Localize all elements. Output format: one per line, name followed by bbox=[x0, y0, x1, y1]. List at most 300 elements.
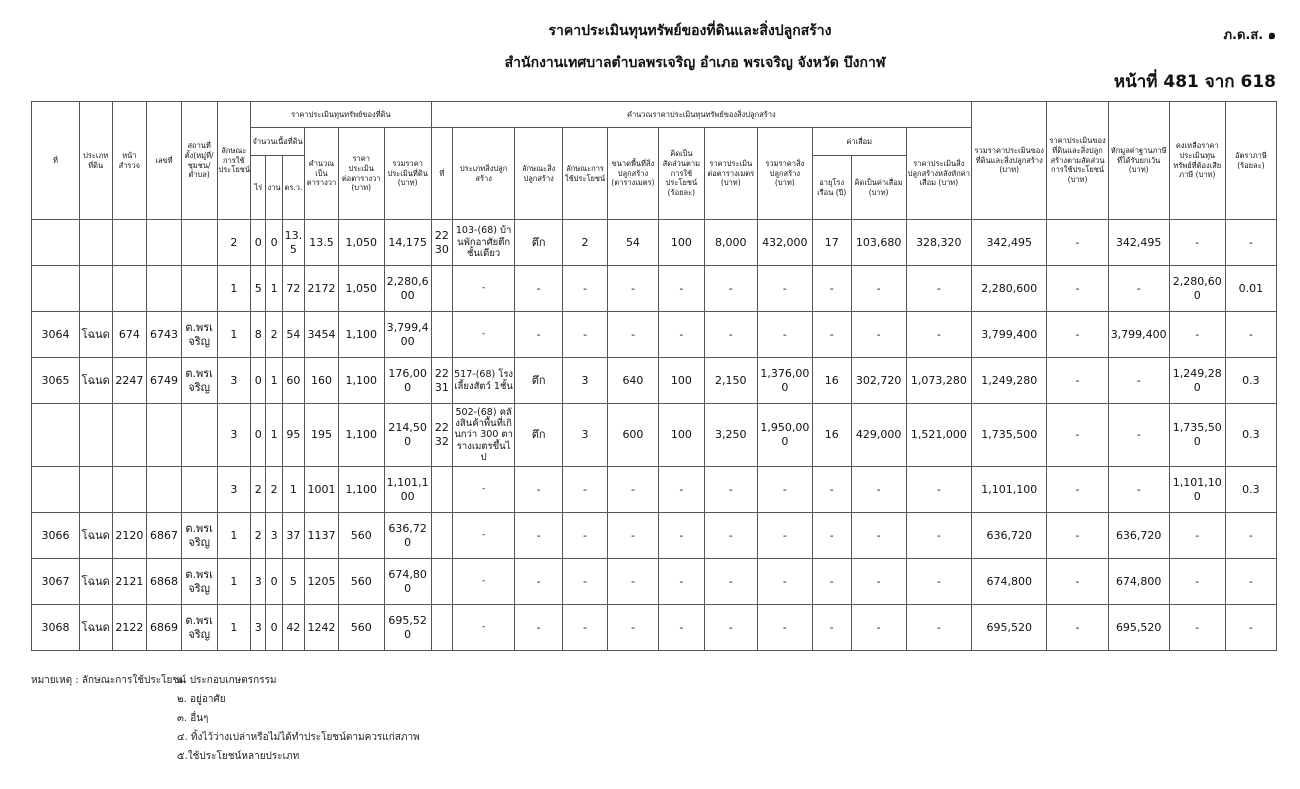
cell-bld-area: - bbox=[607, 266, 658, 312]
cell-rate: 0.01 bbox=[1225, 266, 1276, 312]
cell-rate: - bbox=[1225, 220, 1276, 266]
cell-no: 3067 bbox=[32, 559, 80, 605]
cell-bld-total: 1,950,000 bbox=[757, 404, 812, 467]
col-deduction: หักมูลค่าฐานภาษีที่ได้รับยกเว้น (บาท) bbox=[1108, 102, 1169, 220]
cell-bld-price-sqm: - bbox=[704, 559, 757, 605]
cell-dep-age: - bbox=[812, 513, 851, 559]
col-dep-age: อายุโรงเรือน (ปี) bbox=[812, 156, 851, 220]
cell-bld-type: 103-(68) บ้านพักอาศัยตึกชั้นเดียว bbox=[453, 220, 515, 266]
cell-bld-no: 22 32 bbox=[431, 404, 452, 467]
cell-bld-total: - bbox=[757, 605, 812, 651]
cell-ratio-value: - bbox=[1047, 220, 1108, 266]
col-bld-total: รวมราคาสิ่งปลูกสร้าง (บาท) bbox=[757, 128, 812, 220]
note-item: ๒. อยู่อาศัย bbox=[177, 694, 226, 705]
cell-no bbox=[32, 220, 80, 266]
cell-land-total: 2,280,600 bbox=[384, 266, 431, 312]
cell-bld-price-sqm: 3,250 bbox=[704, 404, 757, 467]
cell-bld-area: - bbox=[607, 312, 658, 358]
cell-deduction: 636,720 bbox=[1108, 513, 1169, 559]
cell-ngan: 0 bbox=[266, 605, 282, 651]
col-ratio-value: ราคาประเมินของที่ดินและสิ่งปลูกสร้างตามสัดส่วนการใช้ประโยชน์ (บาท) bbox=[1047, 102, 1108, 220]
cell-ngan: 1 bbox=[266, 266, 282, 312]
cell-ratio-value: - bbox=[1047, 605, 1108, 651]
cell-bld-area: - bbox=[607, 559, 658, 605]
cell-wa: 5 bbox=[282, 559, 304, 605]
col-usage: ลักษณะการใช้ประโยชน์ bbox=[217, 102, 251, 220]
table-row bbox=[32, 312, 1277, 358]
cell-bld-after-dep: - bbox=[906, 467, 971, 513]
cell-bld-total: - bbox=[757, 266, 812, 312]
cell-bld-no: 22 30 bbox=[431, 220, 452, 266]
cell-location: ต.พรเจริญ bbox=[181, 513, 217, 559]
cell-bld-no: 22 31 bbox=[431, 358, 452, 404]
cell-rai: 2 bbox=[251, 513, 266, 559]
cell-dep-age: - bbox=[812, 467, 851, 513]
col-land-type: ประเภทที่ดิน bbox=[79, 102, 112, 220]
cell-wa: 95 bbox=[282, 404, 304, 467]
cell-usage: 1 bbox=[217, 559, 251, 605]
cell-bld-area: - bbox=[607, 605, 658, 651]
cell-land-total: 214,500 bbox=[384, 404, 431, 467]
table-body bbox=[32, 220, 1277, 651]
col-group-depreciation: ค่าเสื่อม bbox=[812, 128, 906, 156]
cell-grand-total: 342,495 bbox=[972, 220, 1047, 266]
cell-bld-price-sqm: 2,150 bbox=[704, 358, 757, 404]
cell-taxable: - bbox=[1169, 559, 1225, 605]
cell-taxable: 1,101,100 bbox=[1169, 467, 1225, 513]
cell-rate: 0.3 bbox=[1225, 358, 1276, 404]
col-ngan: งาน bbox=[266, 156, 282, 220]
note-item: ๓. อื่นๆ bbox=[177, 713, 209, 724]
cell-bld-total: - bbox=[757, 559, 812, 605]
cell-usage: 1 bbox=[217, 513, 251, 559]
cell-bld-usage: 2 bbox=[563, 220, 608, 266]
cell-land-total: 636,720 bbox=[384, 513, 431, 559]
cell-price-per-wa: 560 bbox=[338, 559, 384, 605]
cell-price-per-wa: 1,100 bbox=[338, 467, 384, 513]
cell-wa: 54 bbox=[282, 312, 304, 358]
cell-deduction: 3,799,400 bbox=[1108, 312, 1169, 358]
col-bld-pct: คิดเป็นสัดส่วนตามการใช้ประโยชน์ (ร้อยละ) bbox=[658, 128, 704, 220]
cell-bld-type: - bbox=[453, 559, 515, 605]
cell-taxable: 1,249,280 bbox=[1169, 358, 1225, 404]
col-bld-price-sqm: ราคาประเมินต่อตารางเมตร (บาท) bbox=[704, 128, 757, 220]
table-row bbox=[32, 220, 1277, 266]
cell-bld-price-sqm: - bbox=[704, 467, 757, 513]
cell-number bbox=[147, 467, 182, 513]
cell-bld-usage: - bbox=[563, 513, 608, 559]
col-bld-after-dep: ราคาประเมินสิ่งปลูกสร้างหลังหักค่าเสื่อม (บาท) bbox=[906, 128, 971, 220]
cell-dep-age: - bbox=[812, 559, 851, 605]
cell-rate: - bbox=[1225, 312, 1276, 358]
cell-grand-total: 674,800 bbox=[972, 559, 1047, 605]
cell-bld-after-dep: 1,521,000 bbox=[906, 404, 971, 467]
cell-land-type bbox=[79, 467, 112, 513]
cell-survey-page bbox=[112, 220, 147, 266]
cell-number bbox=[147, 220, 182, 266]
cell-location bbox=[181, 266, 217, 312]
cell-bld-type: - bbox=[453, 467, 515, 513]
cell-deduction: 342,495 bbox=[1108, 220, 1169, 266]
col-bld-area: ขนาดพื้นที่สิ่งปลูกสร้าง (ตารางเมตร) bbox=[607, 128, 658, 220]
cell-price-per-wa: 1,100 bbox=[338, 358, 384, 404]
cell-ngan: 1 bbox=[266, 404, 282, 467]
cell-dep-amount: - bbox=[851, 266, 906, 312]
cell-dep-amount: - bbox=[851, 513, 906, 559]
col-survey-page: หน้าสำรวจ bbox=[112, 102, 147, 220]
cell-bld-area: 54 bbox=[607, 220, 658, 266]
table-row bbox=[32, 266, 1277, 312]
cell-bld-pct: 100 bbox=[658, 404, 704, 467]
cell-bld-no bbox=[431, 312, 452, 358]
cell-dep-age: 16 bbox=[812, 358, 851, 404]
form-code: ภ.ด.ส. ๑ bbox=[1223, 28, 1276, 43]
cell-bld-pct: - bbox=[658, 467, 704, 513]
cell-survey-page bbox=[112, 266, 147, 312]
cell-number: 6743 bbox=[147, 312, 182, 358]
cell-wa: 1 bbox=[282, 467, 304, 513]
cell-bld-usage: - bbox=[563, 266, 608, 312]
cell-land-total: 3,799,400 bbox=[384, 312, 431, 358]
cell-location: ต.พรเจริญ bbox=[181, 605, 217, 651]
cell-sqwa-total: 2172 bbox=[305, 266, 339, 312]
cell-sqwa-total: 1137 bbox=[305, 513, 339, 559]
cell-bld-no bbox=[431, 266, 452, 312]
cell-land-total: 14,175 bbox=[384, 220, 431, 266]
cell-grand-total: 1,249,280 bbox=[972, 358, 1047, 404]
cell-bld-after-dep: - bbox=[906, 513, 971, 559]
table-row bbox=[32, 358, 1277, 404]
cell-bld-pct: - bbox=[658, 605, 704, 651]
cell-bld-total: - bbox=[757, 312, 812, 358]
cell-price-per-wa: 1,050 bbox=[338, 266, 384, 312]
cell-rate: 0.3 bbox=[1225, 404, 1276, 467]
col-bld-type: ประเภทสิ่งปลูกสร้าง bbox=[453, 128, 515, 220]
cell-bld-kind: - bbox=[515, 605, 563, 651]
cell-survey-page: 2121 bbox=[112, 559, 147, 605]
cell-taxable: 2,280,600 bbox=[1169, 266, 1225, 312]
cell-rate: - bbox=[1225, 559, 1276, 605]
cell-dep-amount: 103,680 bbox=[851, 220, 906, 266]
cell-location: ต.พรเจริญ bbox=[181, 358, 217, 404]
cell-ngan: 0 bbox=[266, 559, 282, 605]
cell-sqwa-total: 160 bbox=[305, 358, 339, 404]
cell-land-type bbox=[79, 266, 112, 312]
cell-bld-usage: - bbox=[563, 605, 608, 651]
cell-taxable: 1,735,500 bbox=[1169, 404, 1225, 467]
col-price-per-wa: ราคาประเมินต่อตารางวา (บาท) bbox=[338, 128, 384, 220]
usage-notes bbox=[31, 673, 420, 768]
cell-number: 6749 bbox=[147, 358, 182, 404]
cell-location bbox=[181, 220, 217, 266]
cell-number: 6869 bbox=[147, 605, 182, 651]
cell-bld-kind: - bbox=[515, 312, 563, 358]
cell-dep-amount: - bbox=[851, 467, 906, 513]
cell-bld-usage: - bbox=[563, 559, 608, 605]
cell-bld-usage: 3 bbox=[563, 358, 608, 404]
cell-grand-total: 695,520 bbox=[972, 605, 1047, 651]
cell-no: 3068 bbox=[32, 605, 80, 651]
cell-location bbox=[181, 467, 217, 513]
cell-number: 6867 bbox=[147, 513, 182, 559]
cell-rai: 0 bbox=[251, 220, 266, 266]
cell-bld-pct: 100 bbox=[658, 358, 704, 404]
cell-land-type: โฉนด bbox=[79, 559, 112, 605]
cell-bld-kind: - bbox=[515, 266, 563, 312]
cell-rai: 5 bbox=[251, 266, 266, 312]
cell-number: 6868 bbox=[147, 559, 182, 605]
cell-rai: 3 bbox=[251, 605, 266, 651]
cell-survey-page: 674 bbox=[112, 312, 147, 358]
cell-no: 3065 bbox=[32, 358, 80, 404]
cell-bld-price-sqm: - bbox=[704, 266, 757, 312]
cell-bld-kind: ตึก bbox=[515, 404, 563, 467]
cell-grand-total: 3,799,400 bbox=[972, 312, 1047, 358]
cell-grand-total: 636,720 bbox=[972, 513, 1047, 559]
cell-dep-age: 17 bbox=[812, 220, 851, 266]
cell-dep-amount: 429,000 bbox=[851, 404, 906, 467]
cell-sqwa-total: 3454 bbox=[305, 312, 339, 358]
cell-land-type: โฉนด bbox=[79, 312, 112, 358]
cell-land-type bbox=[79, 404, 112, 467]
cell-rai: 8 bbox=[251, 312, 266, 358]
cell-grand-total: 1,735,500 bbox=[972, 404, 1047, 467]
cell-ngan: 0 bbox=[266, 220, 282, 266]
cell-bld-type: 517-(68) โรงเลี้ยงสัตว์ 1ชั้น bbox=[453, 358, 515, 404]
cell-rate: - bbox=[1225, 605, 1276, 651]
cell-survey-page: 2247 bbox=[112, 358, 147, 404]
cell-bld-price-sqm: - bbox=[704, 312, 757, 358]
cell-bld-kind: ตึก bbox=[515, 220, 563, 266]
cell-ngan: 2 bbox=[266, 467, 282, 513]
cell-ratio-value: - bbox=[1047, 358, 1108, 404]
cell-ratio-value: - bbox=[1047, 404, 1108, 467]
cell-ngan: 3 bbox=[266, 513, 282, 559]
cell-bld-type: - bbox=[453, 605, 515, 651]
col-no: ที่ bbox=[32, 102, 80, 220]
cell-bld-total: 432,000 bbox=[757, 220, 812, 266]
cell-bld-price-sqm: - bbox=[704, 513, 757, 559]
note-item: ๔. ทิ้งไว้ว่างเปล่าหรือไม่ได้ทำประโยชน์ตามควรแก่สภาพ bbox=[177, 732, 420, 743]
cell-bld-usage: - bbox=[563, 312, 608, 358]
cell-ratio-value: - bbox=[1047, 513, 1108, 559]
cell-taxable: - bbox=[1169, 513, 1225, 559]
cell-usage: 1 bbox=[217, 605, 251, 651]
cell-wa: 60 bbox=[282, 358, 304, 404]
cell-usage: 1 bbox=[217, 312, 251, 358]
cell-bld-area: 640 bbox=[607, 358, 658, 404]
notes-label: หมายเหตุ : ลักษณะการใช้ประโยชน์ bbox=[31, 675, 186, 686]
cell-dep-age: - bbox=[812, 266, 851, 312]
cell-usage: 2 bbox=[217, 220, 251, 266]
cell-sqwa-total: 1001 bbox=[305, 467, 339, 513]
table-row bbox=[32, 605, 1277, 651]
cell-deduction: - bbox=[1108, 467, 1169, 513]
cell-bld-type: - bbox=[453, 266, 515, 312]
cell-bld-usage: - bbox=[563, 467, 608, 513]
cell-number bbox=[147, 404, 182, 467]
assessment-table bbox=[31, 101, 1277, 651]
col-dep-amount: คิดเป็นค่าเสื่อม (บาท) bbox=[851, 156, 906, 220]
cell-land-total: 176,000 bbox=[384, 358, 431, 404]
cell-deduction: 695,520 bbox=[1108, 605, 1169, 651]
cell-bld-no bbox=[431, 559, 452, 605]
cell-bld-pct: - bbox=[658, 513, 704, 559]
cell-rai: 3 bbox=[251, 559, 266, 605]
cell-bld-no bbox=[431, 467, 452, 513]
cell-sqwa-total: 1242 bbox=[305, 605, 339, 651]
cell-no bbox=[32, 467, 80, 513]
cell-dep-age: 16 bbox=[812, 404, 851, 467]
col-bld-usage: ลักษณะการใช้ประโยชน์ bbox=[563, 128, 608, 220]
cell-rate: 0.3 bbox=[1225, 467, 1276, 513]
cell-bld-kind: - bbox=[515, 513, 563, 559]
office-subtitle: สำนักงานเทศบาลตำบลพรเจริญ อำเภอ พรเจริญ จังหวัด บึงกาฬ bbox=[504, 55, 886, 71]
cell-bld-no bbox=[431, 605, 452, 651]
cell-ratio-value: - bbox=[1047, 467, 1108, 513]
cell-deduction: 674,800 bbox=[1108, 559, 1169, 605]
cell-bld-price-sqm: - bbox=[704, 605, 757, 651]
cell-no bbox=[32, 404, 80, 467]
note-item: ๑. ประกอบเกษตรกรรม bbox=[177, 675, 277, 686]
cell-no: 3066 bbox=[32, 513, 80, 559]
cell-bld-type: - bbox=[453, 513, 515, 559]
cell-bld-after-dep: 328,320 bbox=[906, 220, 971, 266]
cell-ngan: 2 bbox=[266, 312, 282, 358]
col-group-land: ราคาประเมินทุนทรัพย์ของที่ดิน bbox=[251, 102, 431, 128]
cell-ratio-value: - bbox=[1047, 559, 1108, 605]
cell-rate: - bbox=[1225, 513, 1276, 559]
cell-number bbox=[147, 266, 182, 312]
cell-land-total: 1,101,100 bbox=[384, 467, 431, 513]
cell-ratio-value: - bbox=[1047, 312, 1108, 358]
cell-bld-price-sqm: 8,000 bbox=[704, 220, 757, 266]
cell-no bbox=[32, 266, 80, 312]
cell-bld-usage: 3 bbox=[563, 404, 608, 467]
cell-bld-no bbox=[431, 513, 452, 559]
cell-dep-age: - bbox=[812, 312, 851, 358]
document-title: ราคาประเมินทุนทรัพย์ของที่ดินและสิ่งปลูกสร้าง bbox=[548, 23, 832, 39]
cell-bld-type: - bbox=[453, 312, 515, 358]
cell-dep-amount: - bbox=[851, 312, 906, 358]
cell-bld-after-dep: - bbox=[906, 605, 971, 651]
cell-taxable: - bbox=[1169, 220, 1225, 266]
cell-bld-after-dep: 1,073,280 bbox=[906, 358, 971, 404]
cell-grand-total: 2,280,600 bbox=[972, 266, 1047, 312]
cell-land-type: โฉนด bbox=[79, 513, 112, 559]
cell-bld-kind: - bbox=[515, 559, 563, 605]
cell-bld-kind: ตึก bbox=[515, 358, 563, 404]
col-number: เลขที่ bbox=[147, 102, 182, 220]
cell-wa: 42 bbox=[282, 605, 304, 651]
col-sqwa-total: คำนวณเป็นตารางวา bbox=[305, 128, 339, 220]
cell-dep-amount: - bbox=[851, 559, 906, 605]
cell-land-type bbox=[79, 220, 112, 266]
cell-dep-amount: - bbox=[851, 605, 906, 651]
col-group-building: คำนวณราคาประเมินทุนทรัพย์ของสิ่งปลูกสร้าง bbox=[431, 102, 971, 128]
cell-location bbox=[181, 404, 217, 467]
cell-survey-page: 2122 bbox=[112, 605, 147, 651]
col-bld-no: ที่ bbox=[431, 128, 452, 220]
cell-bld-pct: - bbox=[658, 266, 704, 312]
cell-bld-pct: - bbox=[658, 312, 704, 358]
cell-bld-pct: 100 bbox=[658, 220, 704, 266]
col-rai: ไร่ bbox=[251, 156, 266, 220]
cell-survey-page bbox=[112, 467, 147, 513]
col-land-total: รวมราคาประเมินที่ดิน (บาท) bbox=[384, 128, 431, 220]
cell-deduction: - bbox=[1108, 404, 1169, 467]
cell-deduction: - bbox=[1108, 358, 1169, 404]
cell-location: ต.พรเจริญ bbox=[181, 559, 217, 605]
cell-sqwa-total: 195 bbox=[305, 404, 339, 467]
cell-bld-total: - bbox=[757, 467, 812, 513]
cell-rai: 2 bbox=[251, 467, 266, 513]
col-location: สถานที่ตั้ง(หมู่ที่/ชุมชน/ตำบล) bbox=[181, 102, 217, 220]
cell-no: 3064 bbox=[32, 312, 80, 358]
cell-price-per-wa: 560 bbox=[338, 513, 384, 559]
cell-dep-age: - bbox=[812, 605, 851, 651]
cell-rai: 0 bbox=[251, 358, 266, 404]
col-group-area: จำนวนเนื้อที่ดิน bbox=[251, 128, 305, 156]
cell-usage: 3 bbox=[217, 358, 251, 404]
cell-survey-page: 2120 bbox=[112, 513, 147, 559]
cell-land-type: โฉนด bbox=[79, 358, 112, 404]
table-row bbox=[32, 404, 1277, 467]
cell-usage: 3 bbox=[217, 467, 251, 513]
cell-bld-area: 600 bbox=[607, 404, 658, 467]
cell-bld-kind: - bbox=[515, 467, 563, 513]
cell-usage: 3 bbox=[217, 404, 251, 467]
cell-usage: 1 bbox=[217, 266, 251, 312]
cell-grand-total: 1,101,100 bbox=[972, 467, 1047, 513]
col-wa: ตร.ว. bbox=[282, 156, 304, 220]
cell-wa: 72 bbox=[282, 266, 304, 312]
cell-bld-type: 502-(68) คลังสินค้าพื้นที่เกินกว่า 300 ตารางเมตรขึ้นไป bbox=[453, 404, 515, 467]
cell-rai: 0 bbox=[251, 404, 266, 467]
cell-bld-after-dep: - bbox=[906, 312, 971, 358]
col-bld-kind: ลักษณะสิ่งปลูกสร้าง bbox=[515, 128, 563, 220]
cell-location: ต.พรเจริญ bbox=[181, 312, 217, 358]
cell-dep-amount: 302,720 bbox=[851, 358, 906, 404]
cell-price-per-wa: 560 bbox=[338, 605, 384, 651]
cell-survey-page bbox=[112, 404, 147, 467]
cell-wa: 37 bbox=[282, 513, 304, 559]
col-grand-total: รวมราคาประเมินของที่ดินและสิ่งปลูกสร้าง (บาท) bbox=[972, 102, 1047, 220]
cell-taxable: - bbox=[1169, 312, 1225, 358]
cell-wa: 13.5 bbox=[282, 220, 304, 266]
page-number: หน้าที่ 481 จาก 618 bbox=[1113, 72, 1276, 92]
cell-price-per-wa: 1,100 bbox=[338, 404, 384, 467]
table-row bbox=[32, 559, 1277, 605]
cell-ngan: 1 bbox=[266, 358, 282, 404]
cell-sqwa-total: 13.5 bbox=[305, 220, 339, 266]
cell-bld-pct: - bbox=[658, 559, 704, 605]
cell-price-per-wa: 1,100 bbox=[338, 312, 384, 358]
table-row bbox=[32, 513, 1277, 559]
table-row bbox=[32, 467, 1277, 513]
cell-bld-after-dep: - bbox=[906, 266, 971, 312]
cell-bld-total: 1,376,000 bbox=[757, 358, 812, 404]
cell-land-total: 674,800 bbox=[384, 559, 431, 605]
cell-taxable: - bbox=[1169, 605, 1225, 651]
cell-sqwa-total: 1205 bbox=[305, 559, 339, 605]
cell-bld-area: - bbox=[607, 467, 658, 513]
cell-land-total: 695,520 bbox=[384, 605, 431, 651]
cell-bld-area: - bbox=[607, 513, 658, 559]
cell-bld-after-dep: - bbox=[906, 559, 971, 605]
col-rate: อัตราภาษี (ร้อยละ) bbox=[1225, 102, 1276, 220]
col-taxable: คงเหลือราคาประเมินทุนทรัพย์ที่ต้องเสียภาษี (บาท) bbox=[1169, 102, 1225, 220]
